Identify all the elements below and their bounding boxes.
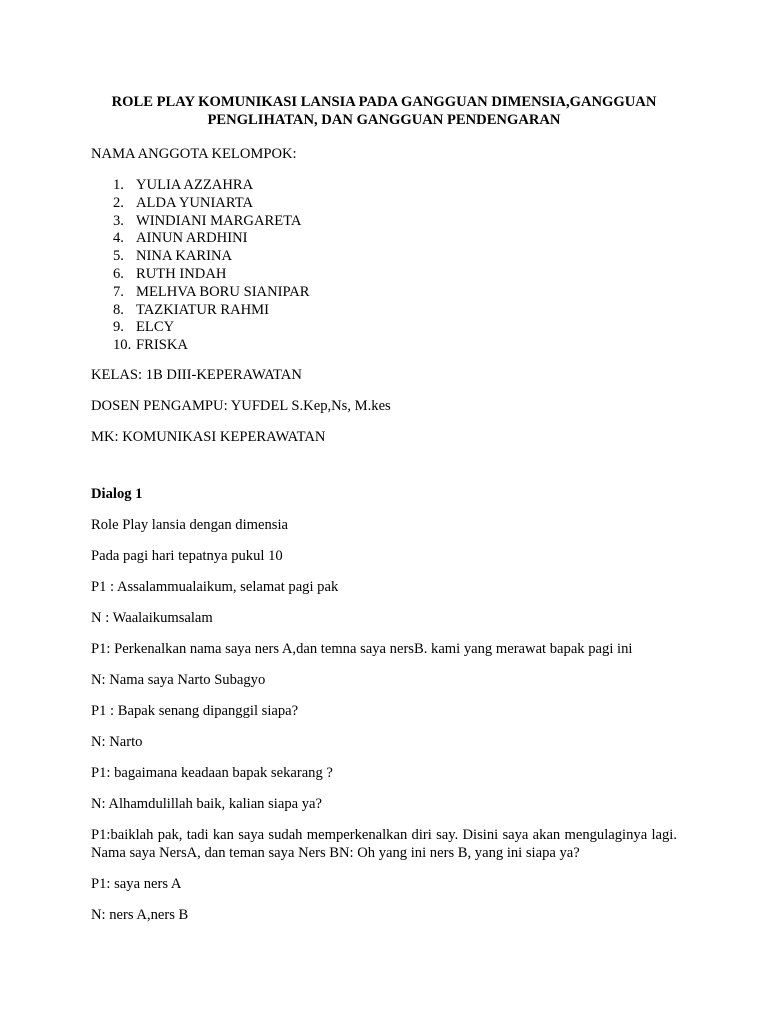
member-item bbox=[91, 212, 677, 230]
dialog-line: Pada pagi hari tepatnya pukul 10 bbox=[91, 547, 283, 564]
dialog-line: N: Narto bbox=[91, 733, 143, 750]
member-item bbox=[91, 336, 677, 354]
dialog-line: N: Alhamdulillah baik, kalian siapa ya? bbox=[91, 795, 323, 812]
member-number: 9. bbox=[113, 319, 124, 336]
member-number: 1. bbox=[113, 177, 124, 193]
document-title bbox=[91, 93, 677, 129]
lecturer-info: DOSEN PENGAMPU: YUFDEL S.Kep,Ns, M.kes bbox=[91, 397, 391, 414]
member-number: 6. bbox=[113, 265, 124, 282]
dialog-line: P1 : Bapak senang dipanggil siapa? bbox=[91, 702, 299, 719]
member-number: 3. bbox=[113, 212, 124, 229]
dialog-line: P1: saya ners A bbox=[91, 875, 182, 892]
members-list bbox=[91, 176, 677, 354]
dialog-line: Role Play lansia dengan dimensia bbox=[91, 516, 288, 533]
member-item bbox=[91, 318, 677, 336]
blank-line bbox=[91, 459, 677, 485]
member-item bbox=[91, 283, 677, 301]
dialog-line: N: ners A,ners B bbox=[91, 906, 189, 923]
member-number: 10. bbox=[113, 337, 132, 354]
document-body bbox=[91, 93, 677, 937]
course-info: MK: KOMUNIKASI KEPERAWATAN bbox=[91, 428, 326, 445]
member-name: AINUN ARDHINI bbox=[136, 230, 248, 247]
dialog-line: P1:baiklah pak, tadi kan saya sudah memperkenalkan diri say. Disini saya akan mengulaginya lagi. Nama saya NersA, dan teman saya Ners BN: Oh yang ini ners B, yang ini siapa ya? bbox=[91, 826, 677, 861]
member-item bbox=[91, 265, 677, 283]
members-label: NAMA ANGGOTA KELOMPOK: bbox=[91, 146, 297, 162]
member-item bbox=[91, 229, 677, 247]
member-name: NINA KARINA bbox=[136, 248, 233, 265]
member-name: WINDIANI MARGARETA bbox=[136, 212, 302, 229]
title-line-2: PENGLIHATAN, DAN GANGGUAN PENDENGARAN bbox=[207, 112, 561, 128]
member-item bbox=[91, 176, 677, 194]
dialog-line: N: Nama saya Narto Subagyo bbox=[91, 671, 266, 688]
member-number: 5. bbox=[113, 248, 124, 265]
member-name: TAZKIATUR RAHMI bbox=[136, 301, 270, 318]
member-number: 7. bbox=[113, 283, 124, 300]
member-name: ELCY bbox=[136, 319, 175, 336]
member-number: 4. bbox=[113, 230, 124, 247]
dialog-line: P1: Perkenalkan nama saya ners A,dan temna saya nersB. kami yang merawat bapak pagi ini bbox=[91, 640, 633, 657]
member-name: RUTH INDAH bbox=[136, 265, 227, 282]
dialog-line: N : Waalaikumsalam bbox=[91, 609, 213, 626]
title-line-1: ROLE PLAY KOMUNIKASI LANSIA PADA GANGGUAN DIMENSIA,GANGGUAN bbox=[111, 94, 657, 110]
member-item bbox=[91, 194, 677, 212]
dialog-line: P1: bagaimana keadaan bapak sekarang ? bbox=[91, 764, 333, 781]
dialog-line: P1 : Assalammualaikum, selamat pagi pak bbox=[91, 578, 339, 595]
member-name: ALDA YUNIARTA bbox=[136, 194, 253, 211]
member-name: MELHVA BORU SIANIPAR bbox=[136, 283, 310, 300]
member-number: 2. bbox=[113, 194, 124, 211]
class-info: KELAS: 1B DIII-KEPERAWATAN bbox=[91, 366, 302, 383]
member-name: YULIA AZZAHRA bbox=[136, 177, 254, 193]
member-item bbox=[91, 247, 677, 265]
member-item bbox=[91, 301, 677, 319]
member-name: FRISKA bbox=[136, 337, 188, 354]
dialog-heading: Dialog 1 bbox=[91, 485, 143, 502]
member-number: 8. bbox=[113, 301, 124, 318]
